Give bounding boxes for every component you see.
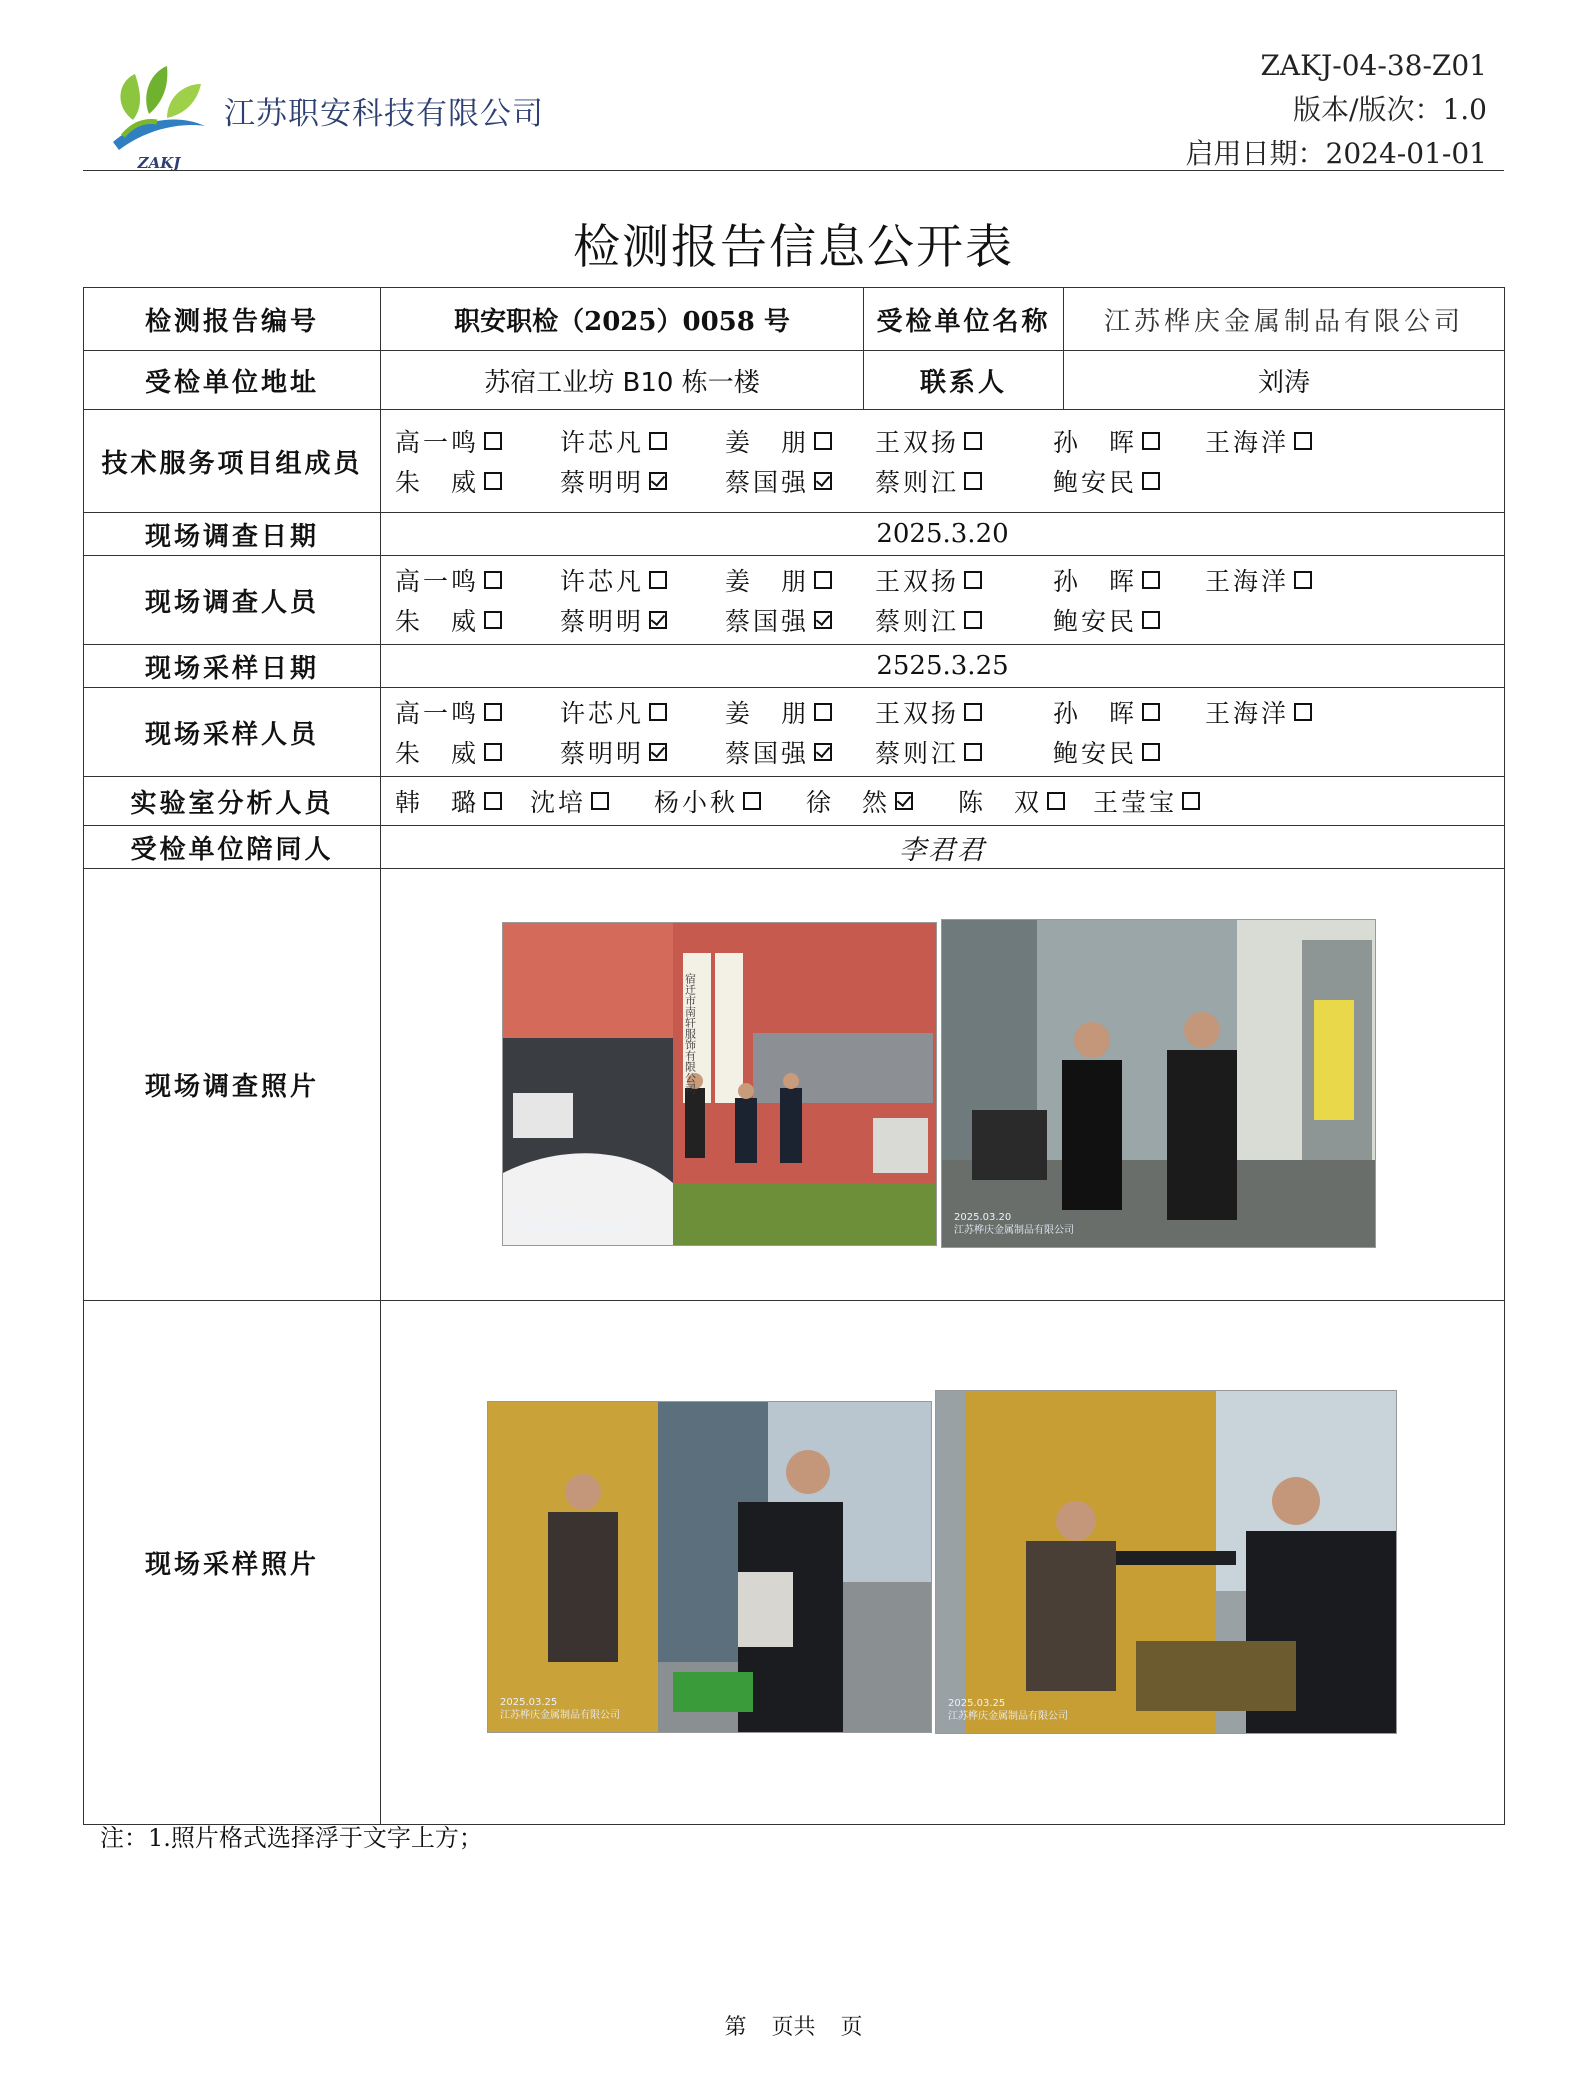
address-label: 受检单位地址 <box>84 351 381 410</box>
checked-checkbox[interactable] <box>895 792 913 810</box>
staff-member <box>654 783 806 819</box>
staff-member <box>875 694 1053 730</box>
staff-member-name: 蔡国强 <box>725 739 810 768</box>
staff-member-name: 蔡国强 <box>725 607 810 636</box>
staff-member <box>958 783 1093 819</box>
contact-value: 刘涛 <box>1064 351 1505 410</box>
checked-checkbox[interactable] <box>814 743 832 761</box>
unchecked-checkbox[interactable] <box>484 472 502 490</box>
staff-member-name: 孙 晖 <box>1053 699 1138 728</box>
staff-member <box>560 463 725 499</box>
checked-checkbox[interactable] <box>649 743 667 761</box>
unchecked-checkbox[interactable] <box>964 432 982 450</box>
unchecked-checkbox[interactable] <box>964 703 982 721</box>
staff-member <box>725 562 875 598</box>
svg-text:宿迁市南轩服饰有限公司: 宿迁市南轩服饰有限公司 <box>683 973 697 1094</box>
report-info-table <box>83 287 1505 1825</box>
sampling-photo-1 <box>487 1401 932 1733</box>
header-divider <box>83 170 1504 171</box>
checked-checkbox[interactable] <box>814 472 832 490</box>
staff-member-name: 王海洋 <box>1205 428 1290 457</box>
table-row <box>84 288 1505 351</box>
staff-member-name: 高一鸣 <box>395 567 480 596</box>
staff-member-name: 鲍安民 <box>1053 739 1138 768</box>
unchecked-checkbox[interactable] <box>484 571 502 589</box>
staff-member-name: 蔡明明 <box>560 739 645 768</box>
company-logo <box>105 62 213 172</box>
unchecked-checkbox[interactable] <box>814 571 832 589</box>
photo-watermark: 2025.03.20 江苏桦庆金属制品有限公司 <box>954 1212 1074 1236</box>
table-row <box>84 556 1505 645</box>
staff-member <box>1093 783 1233 819</box>
photo-watermark: 2025.03.25 江苏桦庆金属制品有限公司 <box>500 1697 620 1721</box>
table-row <box>84 869 1505 1301</box>
staff-member-name: 孙 晖 <box>1053 428 1138 457</box>
checked-checkbox[interactable] <box>814 611 832 629</box>
staff-member-name: 徐 然 <box>806 788 891 817</box>
staff-member <box>395 562 560 598</box>
unchecked-checkbox[interactable] <box>1142 571 1160 589</box>
member-row <box>395 461 1504 501</box>
survey-photo-workshop <box>941 919 1376 1248</box>
staff-member-name: 许芯凡 <box>560 567 645 596</box>
svg-text:ZAKJ: ZAKJ <box>137 154 181 172</box>
unchecked-checkbox[interactable] <box>649 703 667 721</box>
doc-version: 版本/版次：1.0 <box>1293 93 1487 126</box>
unchecked-checkbox[interactable] <box>649 571 667 589</box>
staff-member-name: 朱 威 <box>395 739 480 768</box>
staff-member-name: 王双扬 <box>875 567 960 596</box>
survey-staff-list <box>381 556 1505 645</box>
staff-member-name: 姜 朋 <box>725 699 810 728</box>
staff-member-name: 蔡则江 <box>875 739 960 768</box>
staff-member <box>1053 463 1205 499</box>
unchecked-checkbox[interactable] <box>814 432 832 450</box>
unchecked-checkbox[interactable] <box>484 432 502 450</box>
sampling-date-value: 2525.3.25 <box>381 645 1505 688</box>
unchecked-checkbox[interactable] <box>814 703 832 721</box>
staff-member <box>1053 694 1205 730</box>
staff-member-name: 杨小秋 <box>654 788 739 817</box>
staff-member <box>560 562 725 598</box>
effective-date: 启用日期：2024-01-01 <box>1185 137 1487 170</box>
contact-label: 联系人 <box>864 351 1064 410</box>
staff-member-name: 姜 朋 <box>725 567 810 596</box>
photo-watermark: 2025.03.25 江苏桦庆金属制品有限公司 <box>948 1698 1068 1722</box>
escort-value: 李君君 <box>381 826 1505 869</box>
survey-date-value: 2025.3.20 <box>381 513 1505 556</box>
staff-member <box>395 423 560 459</box>
sampling-photos-label: 现场采样照片 <box>84 1301 381 1825</box>
staff-member <box>725 423 875 459</box>
address-value: 苏宿工业坊 B10 栋一楼 <box>381 351 864 410</box>
unchecked-checkbox[interactable] <box>1142 432 1160 450</box>
member-row <box>395 560 1504 600</box>
staff-member <box>875 463 1053 499</box>
staff-member-name: 高一鸣 <box>395 699 480 728</box>
staff-member <box>875 602 1053 638</box>
unchecked-checkbox[interactable] <box>964 743 982 761</box>
unit-name-label: 受检单位名称 <box>864 288 1064 351</box>
table-row <box>84 645 1505 688</box>
staff-member-name: 许芯凡 <box>560 699 645 728</box>
table-row <box>84 688 1505 777</box>
staff-member <box>395 734 560 770</box>
staff-member-name: 朱 威 <box>395 607 480 636</box>
staff-member <box>560 694 725 730</box>
staff-member <box>395 694 560 730</box>
staff-member-name: 王海洋 <box>1205 699 1290 728</box>
member-row <box>395 781 1504 821</box>
staff-member-name: 朱 威 <box>395 468 480 497</box>
checked-checkbox[interactable] <box>649 611 667 629</box>
staff-member <box>395 463 560 499</box>
unchecked-checkbox[interactable] <box>591 792 609 810</box>
staff-member-name: 鲍安民 <box>1053 468 1138 497</box>
unchecked-checkbox[interactable] <box>484 611 502 629</box>
survey-date-label: 现场调查日期 <box>84 513 381 556</box>
staff-member <box>1053 423 1205 459</box>
table-row <box>84 826 1505 869</box>
company-name: 江苏职安科技有限公司 <box>224 96 544 132</box>
document-meta <box>1186 44 1487 176</box>
staff-member <box>875 423 1053 459</box>
staff-member-name: 蔡则江 <box>875 607 960 636</box>
unchecked-checkbox[interactable] <box>964 571 982 589</box>
staff-member-name: 蔡明明 <box>560 607 645 636</box>
sampling-photos-cell <box>381 1301 1505 1825</box>
staff-member <box>1053 562 1205 598</box>
table-row <box>84 351 1505 410</box>
footnote: 注：1.照片格式选择浮于文字上方； <box>100 1824 483 1852</box>
staff-member-name: 许芯凡 <box>560 428 645 457</box>
table-row <box>84 777 1505 826</box>
staff-member-name: 韩 璐 <box>395 788 480 817</box>
report-no-label: 检测报告编号 <box>84 288 381 351</box>
unchecked-checkbox[interactable] <box>743 792 761 810</box>
lab-staff-label: 实验室分析人员 <box>84 777 381 826</box>
unchecked-checkbox[interactable] <box>1294 703 1312 721</box>
staff-member <box>725 734 875 770</box>
unchecked-checkbox[interactable] <box>1294 571 1312 589</box>
staff-member <box>1205 562 1345 598</box>
staff-member-name: 鲍安民 <box>1053 607 1138 636</box>
unchecked-checkbox[interactable] <box>1142 611 1160 629</box>
table-row <box>84 410 1505 513</box>
staff-member-name: 王双扬 <box>875 699 960 728</box>
staff-member <box>560 602 725 638</box>
staff-member <box>875 562 1053 598</box>
tech-members-label: 技术服务项目组成员 <box>84 410 381 513</box>
staff-member <box>806 783 958 819</box>
staff-member <box>725 463 875 499</box>
staff-member <box>395 783 530 819</box>
staff-member <box>395 602 560 638</box>
staff-member-name: 蔡则江 <box>875 468 960 497</box>
doc-code: ZAKJ-04-38-Z01 <box>1260 49 1487 82</box>
unchecked-checkbox[interactable] <box>484 792 502 810</box>
sampling-photo-2 <box>935 1390 1397 1734</box>
lab-staff-list <box>381 777 1505 826</box>
staff-member <box>875 734 1053 770</box>
staff-member-name: 沈培 <box>530 788 587 817</box>
staff-member-name: 王莹宝 <box>1093 788 1178 817</box>
photo-watermark: 2025.03.20 江苏桦庆金属制品有限公司 <box>515 1210 635 1234</box>
sampling-staff-label: 现场采样人员 <box>84 688 381 777</box>
staff-member-name: 蔡明明 <box>560 468 645 497</box>
unchecked-checkbox[interactable] <box>649 432 667 450</box>
member-row <box>395 600 1504 640</box>
staff-member-name: 姜 朋 <box>725 428 810 457</box>
unchecked-checkbox[interactable] <box>1182 792 1200 810</box>
staff-member-name: 蔡国强 <box>725 468 810 497</box>
page-footer: 第 页共 页 <box>724 2015 863 2040</box>
unchecked-checkbox[interactable] <box>1294 432 1312 450</box>
unchecked-checkbox[interactable] <box>484 743 502 761</box>
page-header <box>0 0 1587 175</box>
unchecked-checkbox[interactable] <box>1142 472 1160 490</box>
unchecked-checkbox[interactable] <box>964 472 982 490</box>
staff-member-name: 高一鸣 <box>395 428 480 457</box>
staff-member-name: 陈 双 <box>958 788 1043 817</box>
staff-member <box>560 423 725 459</box>
member-row <box>395 421 1504 461</box>
report-no-value: 职安职检（2025）0058 号 <box>381 288 864 351</box>
staff-member-name: 王海洋 <box>1205 567 1290 596</box>
unchecked-checkbox[interactable] <box>1047 792 1065 810</box>
sampling-staff-list <box>381 688 1505 777</box>
survey-photo-exterior <box>502 922 937 1246</box>
table-row <box>84 1301 1505 1825</box>
unit-name-value: 江苏桦庆金属制品有限公司 <box>1064 288 1505 351</box>
tech-members-list <box>381 410 1505 513</box>
staff-member-name: 孙 晖 <box>1053 567 1138 596</box>
checked-checkbox[interactable] <box>649 472 667 490</box>
staff-member <box>560 734 725 770</box>
member-row <box>395 732 1504 772</box>
escort-label: 受检单位陪同人 <box>84 826 381 869</box>
unchecked-checkbox[interactable] <box>1142 703 1160 721</box>
page-title: 检测报告信息公开表 <box>573 220 1014 275</box>
member-row <box>395 692 1504 732</box>
staff-member <box>1053 734 1205 770</box>
survey-photos-cell <box>381 869 1505 1301</box>
survey-photos-label: 现场调查照片 <box>84 869 381 1301</box>
unchecked-checkbox[interactable] <box>964 611 982 629</box>
unchecked-checkbox[interactable] <box>1142 743 1160 761</box>
staff-member <box>1205 694 1345 730</box>
staff-member <box>530 783 654 819</box>
staff-member <box>725 602 875 638</box>
table-row <box>84 513 1505 556</box>
survey-staff-label: 现场调查人员 <box>84 556 381 645</box>
unchecked-checkbox[interactable] <box>484 703 502 721</box>
sampling-date-label: 现场采样日期 <box>84 645 381 688</box>
staff-member-name: 王双扬 <box>875 428 960 457</box>
staff-member <box>1205 423 1345 459</box>
staff-member <box>1053 602 1205 638</box>
staff-member <box>725 694 875 730</box>
